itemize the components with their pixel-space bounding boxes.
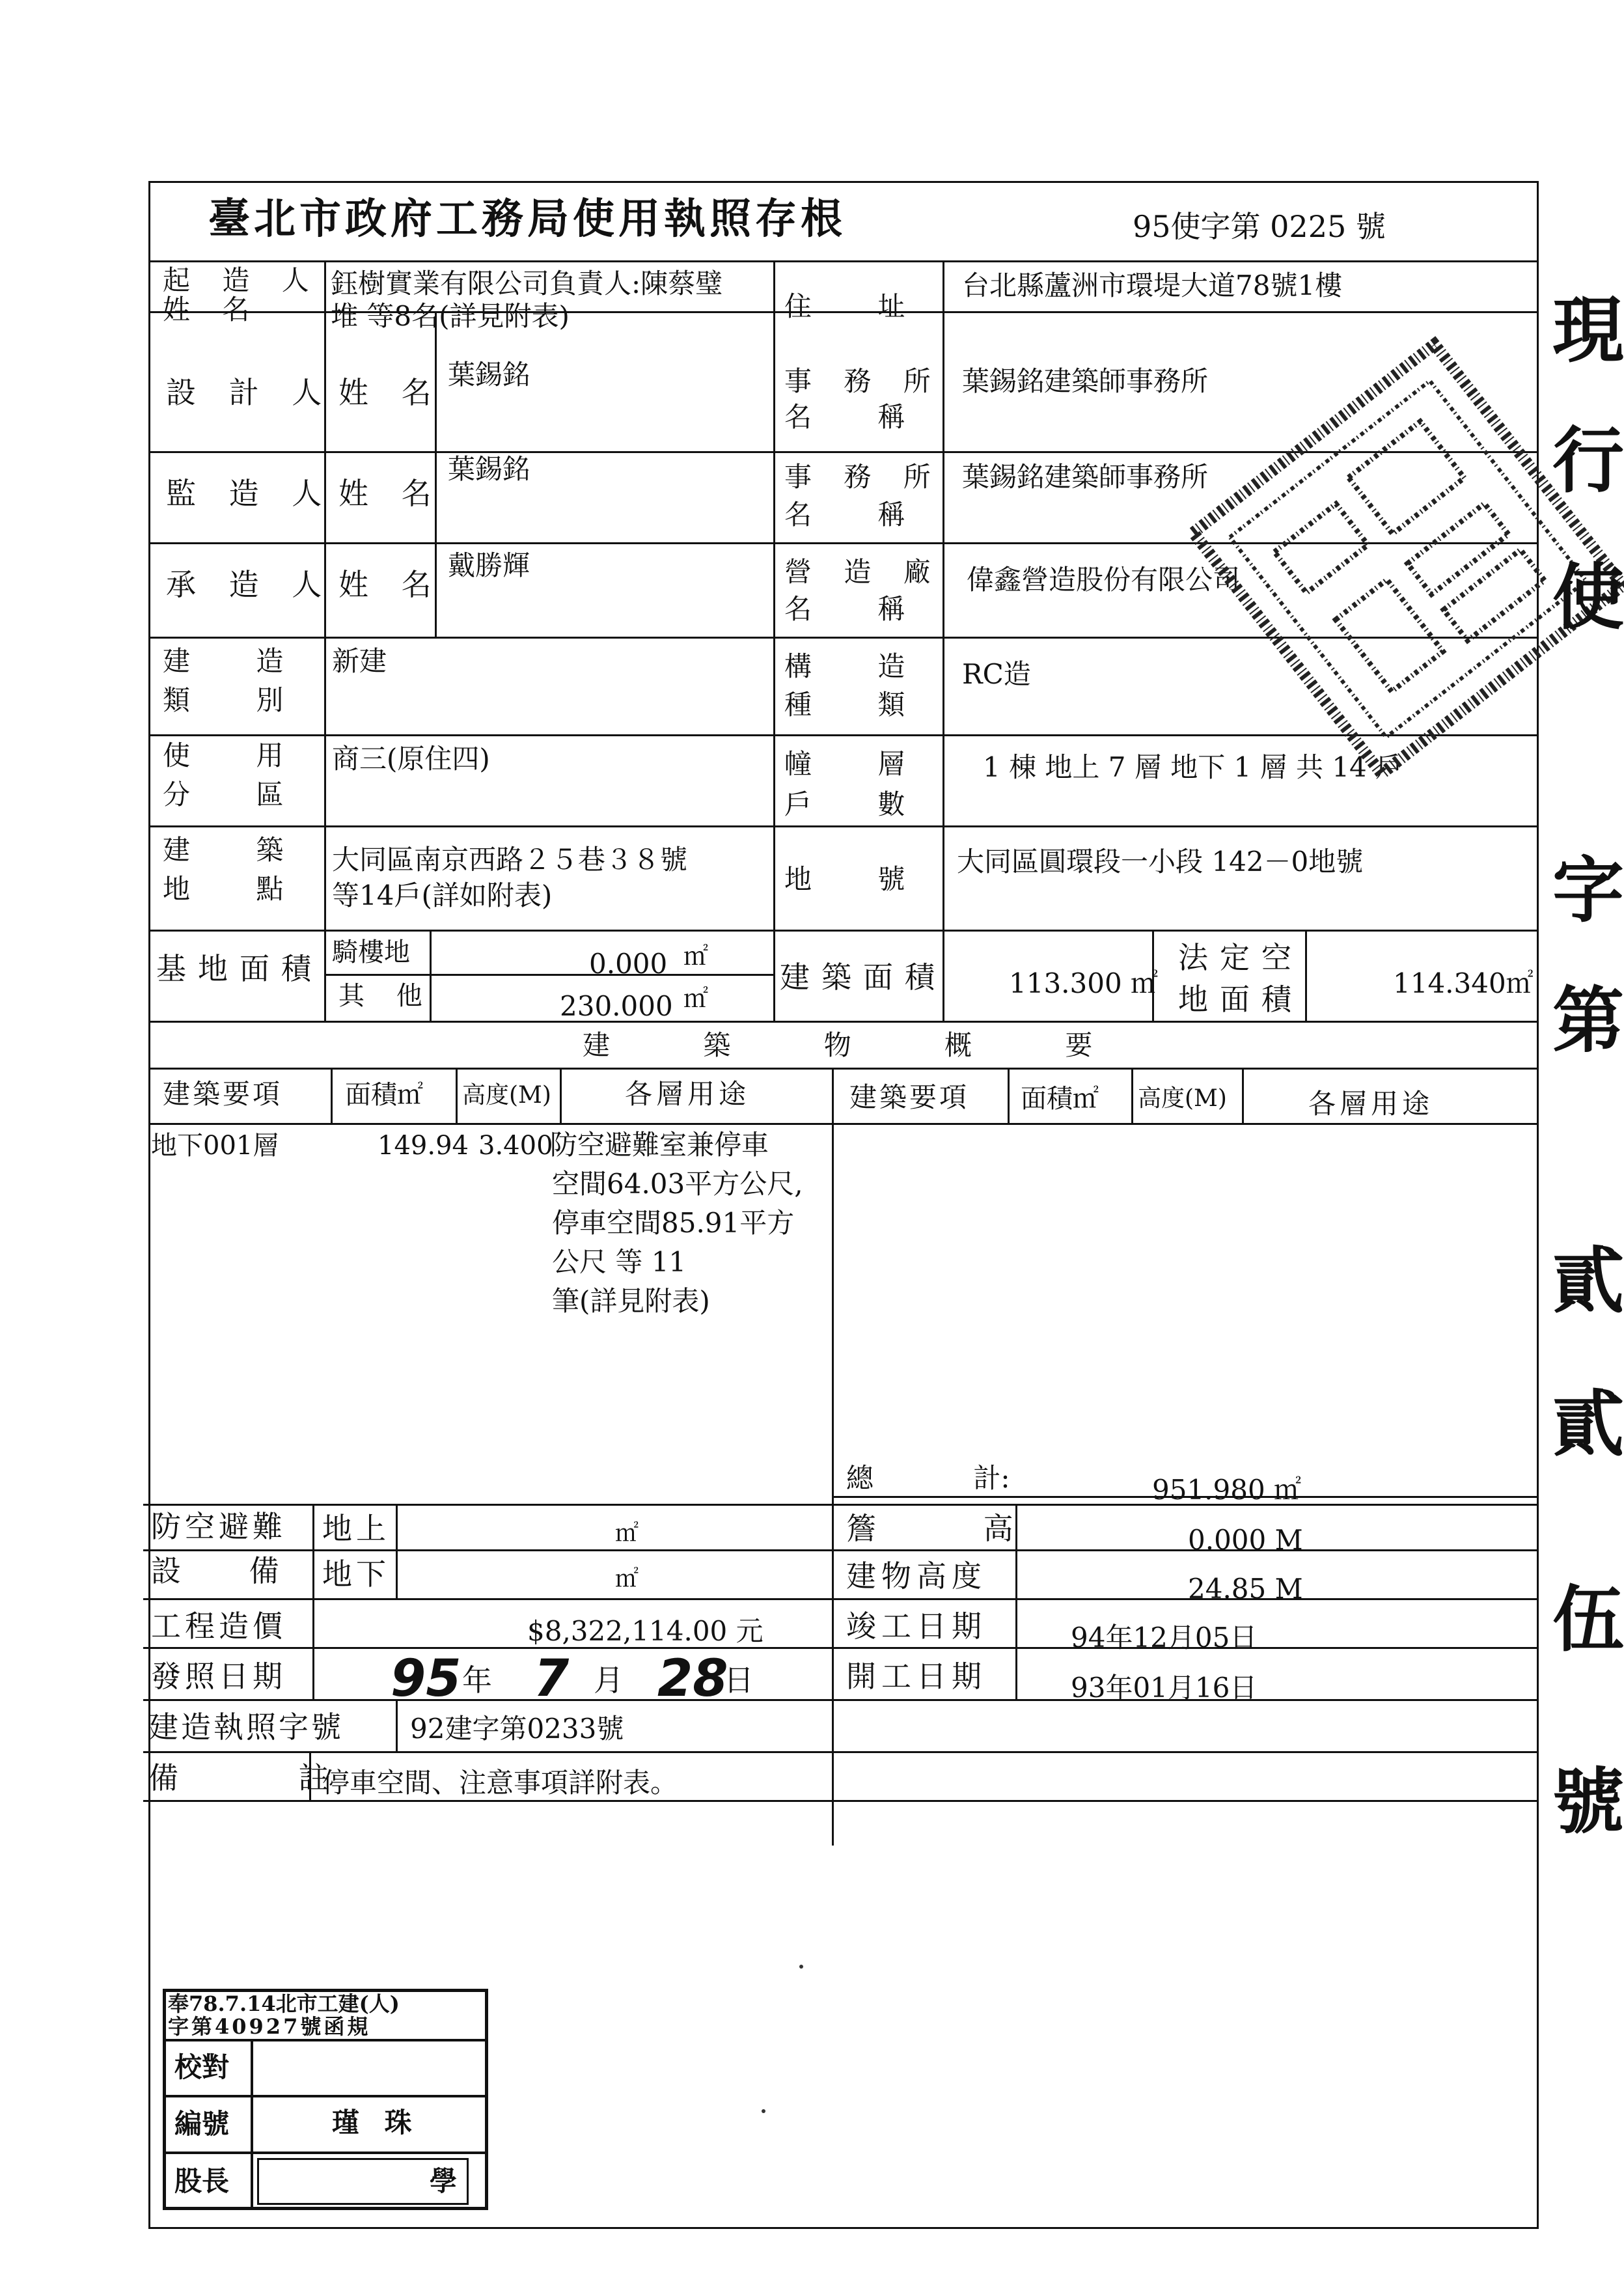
divider xyxy=(832,1068,834,1846)
designer-office-label-2: 名 稱 xyxy=(784,401,934,433)
divider xyxy=(143,1699,1539,1701)
floors-value: 1 棟 地上 7 層 地下 1 層 共 14 戶 xyxy=(983,751,1403,783)
official-seal xyxy=(1191,306,1608,801)
number-value: 瑾 珠 xyxy=(332,2107,420,2138)
divider xyxy=(324,974,773,976)
issue-year: 95 xyxy=(391,1650,461,1708)
edge-char: 現 xyxy=(1552,288,1624,372)
supervisor-office-label: 事 務 所 xyxy=(784,461,943,493)
contractor-name: 戴勝輝 xyxy=(448,549,530,581)
chief-label: 股長 xyxy=(174,2165,230,2197)
build-permit-value: 92建字第0233號 xyxy=(410,1713,624,1745)
floor-use-line: 公尺 等 11 xyxy=(552,1246,687,1278)
edge-char: 第 xyxy=(1552,978,1624,1062)
floor-area: 149.94 xyxy=(378,1131,469,1161)
structure-value: RC造 xyxy=(962,658,1031,690)
divider xyxy=(148,1068,1539,1070)
divider xyxy=(1131,1068,1133,1123)
divider xyxy=(456,1068,458,1123)
issue-month-unit: 月 xyxy=(594,1663,624,1698)
floors-label-2: 戶 數 xyxy=(784,788,934,820)
checker-label: 校對 xyxy=(174,2051,230,2083)
shelter-above-unit: ㎡ xyxy=(615,1520,639,1547)
floor-item: 地下001層 xyxy=(151,1131,279,1161)
edge-char: 貳 xyxy=(1552,1239,1624,1323)
arcade-value: 0.000 xyxy=(589,948,668,980)
edge-char: 使 xyxy=(1552,555,1624,639)
permit-number: 95使字第 0225 號 xyxy=(1133,209,1386,244)
open-space-label: 法定空 xyxy=(1178,940,1303,975)
location-label: 建 築 xyxy=(163,834,312,866)
divider xyxy=(148,825,1539,827)
build-type-label: 建 造 xyxy=(163,645,312,677)
start-label: 開工日期 xyxy=(846,1659,987,1694)
building-area-label: 建築面積 xyxy=(780,960,946,995)
col-height-2: 高度(M) xyxy=(1138,1085,1227,1112)
owner-value: 鈺樹實業有限公司負責人:陳蔡璧 xyxy=(331,268,723,299)
issue-day-unit: 日 xyxy=(724,1663,754,1698)
owner-label: 起 造 人 xyxy=(163,264,321,296)
shelter-label: 防空避難 xyxy=(151,1509,286,1544)
number-label: 編號 xyxy=(174,2108,230,2140)
divider xyxy=(148,930,1539,932)
divider xyxy=(143,1751,1539,1753)
col-item: 建築要項 xyxy=(163,1078,283,1110)
stamp-line-1: 奉78.7.14北市工建(人) xyxy=(168,1991,400,2016)
divider xyxy=(143,1800,1539,1802)
contractor-firm-label-2: 名 稱 xyxy=(784,593,934,625)
issue-year-unit: 年 xyxy=(462,1663,492,1698)
col-item-2: 建築要項 xyxy=(849,1081,970,1113)
designer-office: 葉錫銘建築師事務所 xyxy=(962,365,1209,397)
building-area-value: 113.300 ㎡ xyxy=(1009,967,1159,999)
supervisor-office: 葉錫銘建築師事務所 xyxy=(962,461,1209,493)
structure-label: 構 造 xyxy=(784,650,934,682)
shelter-label-2: 設 備 xyxy=(151,1553,279,1588)
supervisor-label: 監 造 人 xyxy=(166,476,334,511)
open-space-value: 114.340㎡ xyxy=(1393,967,1534,999)
shelter-below-unit: ㎡ xyxy=(615,1566,639,1592)
col-height: 高度(M) xyxy=(462,1082,551,1109)
shelter-above-label: 地上 xyxy=(322,1511,390,1546)
divider xyxy=(773,260,775,1021)
divider xyxy=(163,2095,488,2097)
divider xyxy=(832,1504,834,1699)
designer-office-label: 事 務 所 xyxy=(784,365,943,397)
divider xyxy=(312,1504,314,1598)
divider xyxy=(1008,1068,1010,1123)
divider xyxy=(251,2039,253,2210)
col-area-2: 面積㎡ xyxy=(1021,1084,1099,1114)
divider xyxy=(148,1021,1539,1023)
chief-seal xyxy=(257,2158,469,2205)
total-value: 951.980 ㎡ xyxy=(1152,1474,1302,1506)
address-label: 住 址 xyxy=(784,290,934,322)
completion-label: 竣工日期 xyxy=(846,1609,987,1644)
build-type-value: 新建 xyxy=(332,645,387,677)
form-title: 臺北市政府工務局使用執照存根 xyxy=(208,195,846,243)
cost-label: 工程造價 xyxy=(151,1609,286,1644)
divider xyxy=(560,1068,562,1123)
stray-mark xyxy=(799,1965,803,1969)
zone-label: 使 用 xyxy=(163,740,312,771)
edge-char: 貳 xyxy=(1552,1382,1624,1466)
cost-value: $8,322,114.00 元 xyxy=(527,1615,764,1647)
col-use: 各層用途 xyxy=(625,1078,750,1110)
supervisor-name-label: 姓 名 xyxy=(338,476,443,511)
divider xyxy=(163,2039,488,2041)
edge-char: 字 xyxy=(1552,848,1624,932)
divider xyxy=(148,1123,1539,1125)
issue-day: 28 xyxy=(657,1650,728,1708)
contractor-firm: 偉鑫營造股份有限公司 xyxy=(967,564,1241,596)
floor-use-line: 空間64.03平方公尺, xyxy=(552,1168,803,1200)
remarks-label: 備 註 xyxy=(148,1760,329,1795)
zone-value: 商三(原住四) xyxy=(332,743,490,775)
lot-label: 地 號 xyxy=(784,863,934,895)
eaves-value: 0.000 M xyxy=(1188,1524,1303,1556)
divider xyxy=(143,1647,1539,1649)
floor-height: 3.400 xyxy=(478,1131,553,1161)
contractor-label: 承 造 人 xyxy=(166,567,334,602)
location-value: 大同區南京西路２５巷３８號 xyxy=(332,844,688,876)
edge-char: 號 xyxy=(1552,1760,1624,1844)
issue-date-label: 發照日期 xyxy=(151,1659,286,1694)
site-area-label: 基地面積 xyxy=(156,951,323,986)
divider xyxy=(143,1598,1539,1600)
divider xyxy=(331,1068,333,1123)
build-type-label-2: 類 別 xyxy=(163,684,312,716)
height-value: 24.85 M xyxy=(1188,1573,1303,1605)
divider xyxy=(1015,1504,1017,1699)
floors-label: 幢 層 xyxy=(784,748,934,780)
divider xyxy=(1242,1068,1244,1123)
issue-month: 7 xyxy=(534,1650,570,1708)
divider xyxy=(143,1549,1539,1551)
stray-mark xyxy=(762,2109,765,2113)
designer-name-label: 姓 名 xyxy=(338,375,443,410)
location-value-cont: 等14戶(詳如附表) xyxy=(332,879,553,911)
overview-heading: 建 築 物 概 要 xyxy=(583,1029,1093,1061)
completion-value: 94年12月05日 xyxy=(1071,1622,1258,1653)
eaves-label: 簷 高 xyxy=(846,1511,1013,1546)
divider xyxy=(143,1504,1539,1506)
address-value: 台北縣蘆洲市環堤大道78號1樓 xyxy=(962,270,1343,301)
designer-name: 葉錫銘 xyxy=(448,359,530,391)
divider xyxy=(163,2152,488,2154)
total-label: 總 計: xyxy=(846,1462,1010,1494)
floor-use-line: 防空避難室兼停車 xyxy=(550,1129,769,1161)
floor-use-line: 停車空間85.91平方 xyxy=(552,1207,795,1239)
contractor-name-label: 姓 名 xyxy=(338,567,443,602)
divider xyxy=(148,260,1539,262)
owner-value-cont: 堆 等8名(詳見附表) xyxy=(331,300,570,332)
floor-use-line: 筆(詳見附表) xyxy=(552,1285,710,1317)
arcade-unit: ㎡ xyxy=(683,942,709,971)
zone-label-2: 分 區 xyxy=(163,779,312,810)
designer-label: 設 計 人 xyxy=(166,375,334,410)
structure-label-2: 種 類 xyxy=(784,689,934,721)
stamp-line-2: 字第40927號函規 xyxy=(168,2014,371,2039)
build-permit-label: 建造執照字號 xyxy=(148,1709,344,1745)
open-space-label-2: 地面積 xyxy=(1178,982,1303,1017)
col-use-2: 各層用途 xyxy=(1308,1088,1434,1120)
arcade-label: 騎樓地 xyxy=(332,937,410,967)
remarks-value: 停車空間、注意事項詳附表。 xyxy=(322,1767,678,1799)
divider xyxy=(312,1598,314,1699)
edge-char: 伍 xyxy=(1552,1577,1624,1661)
supervisor-office-label-2: 名 稱 xyxy=(784,499,934,531)
shelter-below-label: 地下 xyxy=(322,1557,390,1592)
divider xyxy=(943,260,944,1021)
owner-label-name: 姓 名 xyxy=(163,294,262,325)
other-unit: ㎡ xyxy=(683,984,709,1013)
edge-char: 行 xyxy=(1552,419,1624,503)
location-label-2: 地 點 xyxy=(163,873,312,905)
divider xyxy=(1305,930,1307,1021)
chief-value: 學 xyxy=(430,2165,458,2197)
start-value: 93年01月16日 xyxy=(1071,1672,1258,1704)
supervisor-name: 葉錫銘 xyxy=(448,453,530,485)
contractor-firm-label: 營 造 廠 xyxy=(784,556,943,588)
lot-value: 大同區圓環段一小段 142－0地號 xyxy=(957,846,1364,878)
other-value: 230.000 xyxy=(560,990,673,1022)
other-label: 其 他 xyxy=(338,981,434,1011)
col-area: 面積㎡ xyxy=(345,1080,423,1110)
divider xyxy=(396,1504,398,1598)
height-label: 建物高度 xyxy=(846,1558,987,1594)
